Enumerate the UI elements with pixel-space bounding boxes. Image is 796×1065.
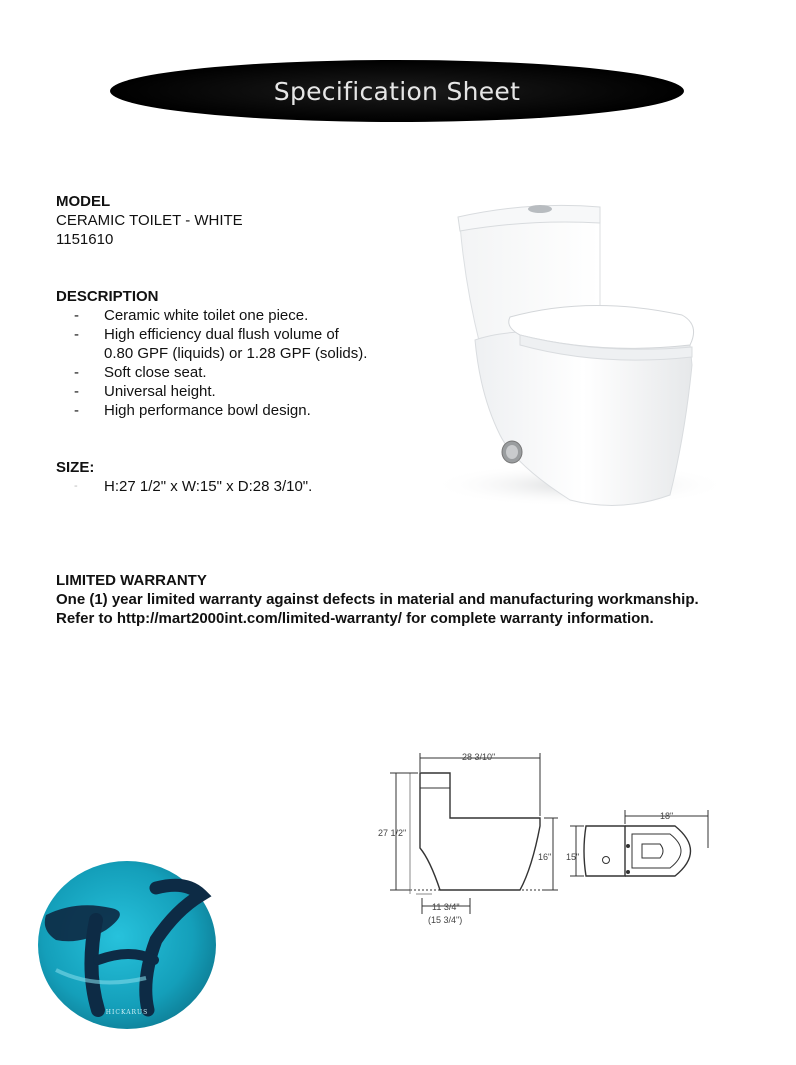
- bowl-length-dimension: 18": [660, 811, 674, 821]
- header-banner: [110, 60, 684, 122]
- description-list: [56, 306, 367, 420]
- list-item: - Soft close seat.: [56, 363, 367, 382]
- list-item-continuation: 0.80 GPF (liquids) or 1.28 GPF (solids).: [104, 345, 368, 362]
- list-item-line: High efficiency dual flush volume of: [104, 326, 339, 343]
- size-list: [56, 477, 312, 496]
- depth-dimension: 28 3/10": [462, 752, 496, 762]
- logo-caption: HICKARUS: [105, 1009, 149, 1016]
- warranty-heading: LIMITED WARRANTY: [56, 572, 207, 589]
- size-value: - H:27 1/2" x W:15" x D:28 3/10".: [56, 477, 312, 496]
- size-section: [56, 458, 312, 496]
- description-section: [56, 287, 367, 420]
- brand-logo: [36, 860, 218, 1030]
- model-section: [56, 192, 243, 249]
- description-heading: DESCRIPTION: [56, 288, 159, 305]
- seat-height-dimension: 16": [538, 852, 552, 862]
- rough-in-alt-dimension: (15 3/4"): [428, 915, 463, 925]
- toilet-product-image: [420, 195, 720, 515]
- warranty-line-2: Refer to http://mart2000int.com/limited-warranty/ for complete warranty information.: [56, 610, 654, 627]
- height-dimension: 27 1/2": [378, 828, 407, 838]
- warranty-section: [56, 571, 699, 628]
- dimension-drawing: [370, 748, 715, 928]
- list-item: [56, 325, 367, 344]
- list-item: - High performance bowl design.: [56, 401, 367, 420]
- model-name: CERAMIC TOILET - WHITE: [56, 212, 243, 229]
- width-dimension: 15": [566, 852, 580, 862]
- list-item: - Ceramic white toilet one piece.: [56, 306, 367, 325]
- size-heading: SIZE:: [56, 459, 95, 476]
- page-title: Specification Sheet: [273, 76, 521, 106]
- model-number: 1151610: [56, 231, 114, 248]
- warranty-line-1: One (1) year limited warranty against defects in material and manufacturing workmanship.: [56, 591, 699, 608]
- list-item: - Universal height.: [56, 382, 367, 401]
- rough-in-dimension: 11 3/4": [432, 902, 460, 912]
- model-heading: MODEL: [56, 193, 111, 210]
